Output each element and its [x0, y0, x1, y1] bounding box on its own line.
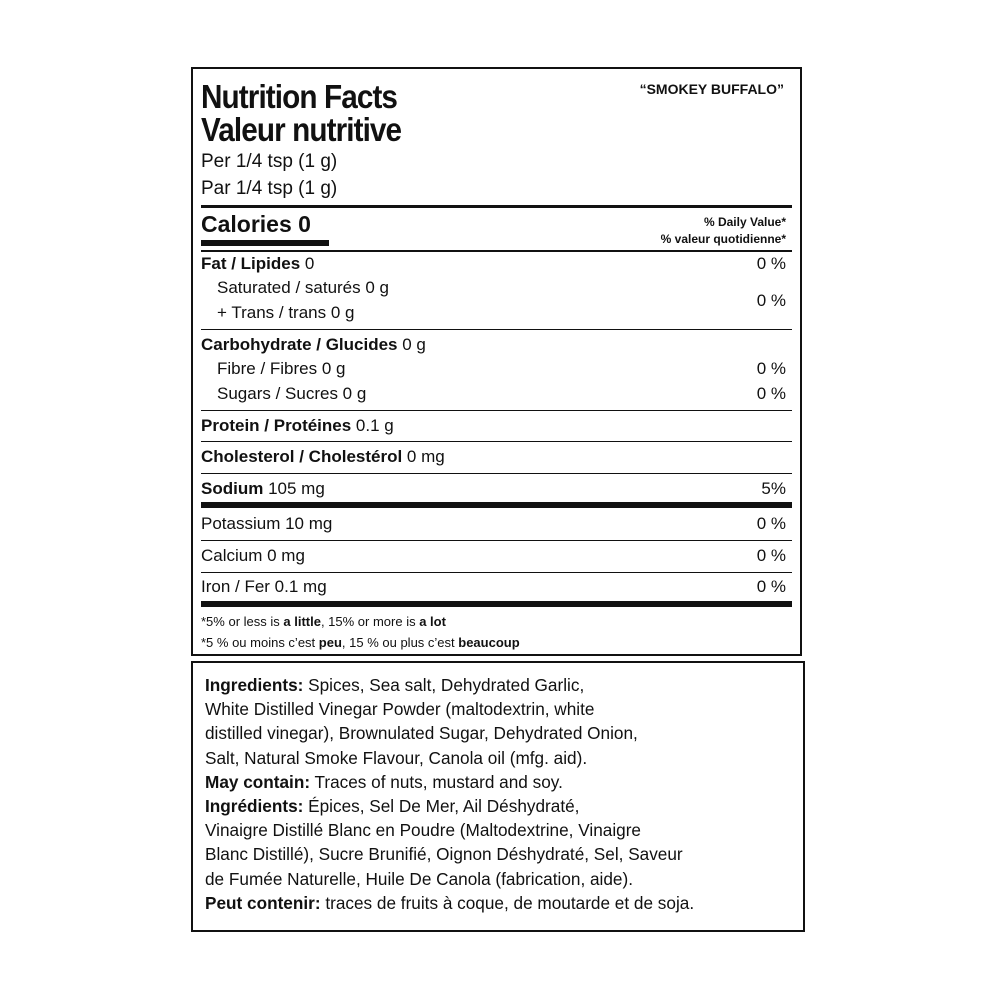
potassium-percent: 0 % — [756, 514, 786, 533]
sugars-percent: 0 % — [756, 384, 786, 403]
iron-row — [201, 577, 792, 597]
footnote-en-bold: a lot — [419, 614, 446, 629]
calories-underline — [201, 240, 329, 246]
ingredients-en-line: Salt, Natural Smoke Flavour, Canola oil (mfg. aid). — [205, 747, 588, 768]
divider — [201, 250, 792, 252]
cholesterol-value: 0 mg — [402, 447, 445, 466]
footnote-en-part: *5% or less is — [201, 614, 284, 629]
protein-label: Protein / Protéines — [201, 416, 352, 435]
footnote-fr-part: *5 % ou moins c’est — [201, 635, 319, 650]
may-contain-line — [205, 770, 793, 794]
trans-row: + Trans / trans 0 g — [217, 303, 355, 322]
cholesterol-label: Cholesterol / Cholestérol — [201, 447, 403, 466]
sodium-value: 105 mg — [263, 479, 325, 498]
divider — [201, 329, 792, 330]
sodium-label: Sodium — [201, 479, 264, 498]
calcium-label: Calcium 0 mg — [201, 546, 305, 565]
saturated-row: Saturated / saturés 0 g — [217, 278, 389, 297]
ingredients-en-label: Ingredients: — [205, 675, 304, 695]
footnote-en-part: , 15% or more is — [320, 614, 420, 629]
carbohydrate-label: Carbohydrate / Glucides — [201, 335, 398, 354]
ingredients-fr-line: Vinaigre Distillé Blanc en Poudre (Maltodextrine, Vinaigre — [205, 820, 641, 841]
calcium-percent: 0 % — [756, 546, 786, 565]
may-contain-label: May contain: — [205, 771, 311, 792]
product-name: “SMOKEY BUFFALO” — [639, 81, 784, 97]
fat-label: Fat / Lipides — [201, 254, 301, 273]
divider-thick — [201, 205, 792, 208]
title-english: Nutrition Facts — [201, 78, 398, 115]
sugars-row — [201, 384, 792, 404]
daily-value-header-french: % valeur quotidienne* — [660, 232, 786, 246]
divider-thick — [201, 502, 792, 508]
carbohydrate-value: 0 g — [397, 335, 426, 354]
serving-size-french: Par 1/4 tsp (1 g) — [201, 178, 338, 199]
title-french: Valeur nutritive — [201, 111, 402, 148]
may-contain-text: Traces of nuts, mustard and soy. — [310, 771, 563, 792]
divider — [201, 410, 792, 411]
peut-contenir-label: Peut contenir: — [205, 892, 321, 913]
cholesterol-row — [201, 447, 792, 467]
serving-size-english: Per 1/4 tsp (1 g) — [201, 151, 338, 172]
footnote-english — [201, 614, 446, 629]
ingredients-fr-line: de Fumée Naturelle, Huile De Canola (fabrication, aide). — [205, 868, 633, 889]
ingredients-en-line: White Distilled Vinegar Powder (maltodextrin, white — [205, 699, 595, 720]
potassium-label: Potassium 10 mg — [201, 514, 333, 533]
calories: Calories 0 — [201, 211, 311, 237]
ingredients-fr-line — [205, 794, 793, 818]
divider — [201, 441, 792, 442]
divider — [201, 572, 792, 573]
sat-trans-percent: 0 % — [756, 291, 786, 310]
daily-value-header-english: % Daily Value* — [703, 215, 786, 229]
ingredients-fr-label: Ingrédients: — [205, 796, 304, 817]
iron-label: Iron / Fer 0.1 mg — [201, 577, 327, 596]
nutrition-facts-panel — [191, 67, 802, 656]
fat-percent: 0 % — [756, 254, 786, 273]
footnote-fr-bold: beaucoup — [458, 635, 520, 650]
ingredients-fr-line: Blanc Distillé), Sucre Brunifié, Oignon Déshydraté, Sel, Saveur — [205, 844, 683, 865]
divider — [201, 473, 792, 474]
sodium-row — [201, 479, 792, 499]
fat-value: 0 — [300, 254, 315, 273]
protein-row — [201, 416, 792, 436]
ingredients-en-line — [205, 673, 793, 697]
sugars-label: Sugars / Sucres 0 g — [217, 384, 367, 403]
potassium-row — [201, 514, 792, 534]
ingredients-panel — [191, 661, 805, 932]
footnote-fr-bold: peu — [318, 635, 342, 650]
footnote-french — [201, 635, 520, 650]
ingredients-fr-text: Épices, Sel De Mer, Ail Déshydraté, — [303, 796, 580, 817]
fibre-row — [201, 359, 792, 379]
footnote-en-bold: a little — [283, 614, 321, 629]
fibre-percent: 0 % — [756, 359, 786, 378]
fibre-label: Fibre / Fibres 0 g — [217, 359, 346, 378]
iron-percent: 0 % — [756, 577, 786, 596]
divider — [201, 540, 792, 541]
carbohydrate-row — [201, 335, 792, 355]
peut-contenir-text: traces de fruits à coque, de moutarde et de soja. — [320, 892, 695, 913]
peut-contenir-line — [205, 891, 793, 915]
divider-thick — [201, 601, 792, 607]
ingredients-en-text: Spices, Sea salt, Dehydrated Garlic, — [303, 675, 585, 695]
fat-row — [201, 254, 792, 274]
calcium-row — [201, 546, 792, 566]
sodium-percent: 5% — [761, 479, 786, 498]
protein-value: 0.1 g — [351, 416, 394, 435]
footnote-fr-part: , 15 % ou plus c’est — [341, 635, 459, 650]
ingredients-en-line: distilled vinegar), Brownulated Sugar, Dehydrated Onion, — [205, 723, 638, 744]
